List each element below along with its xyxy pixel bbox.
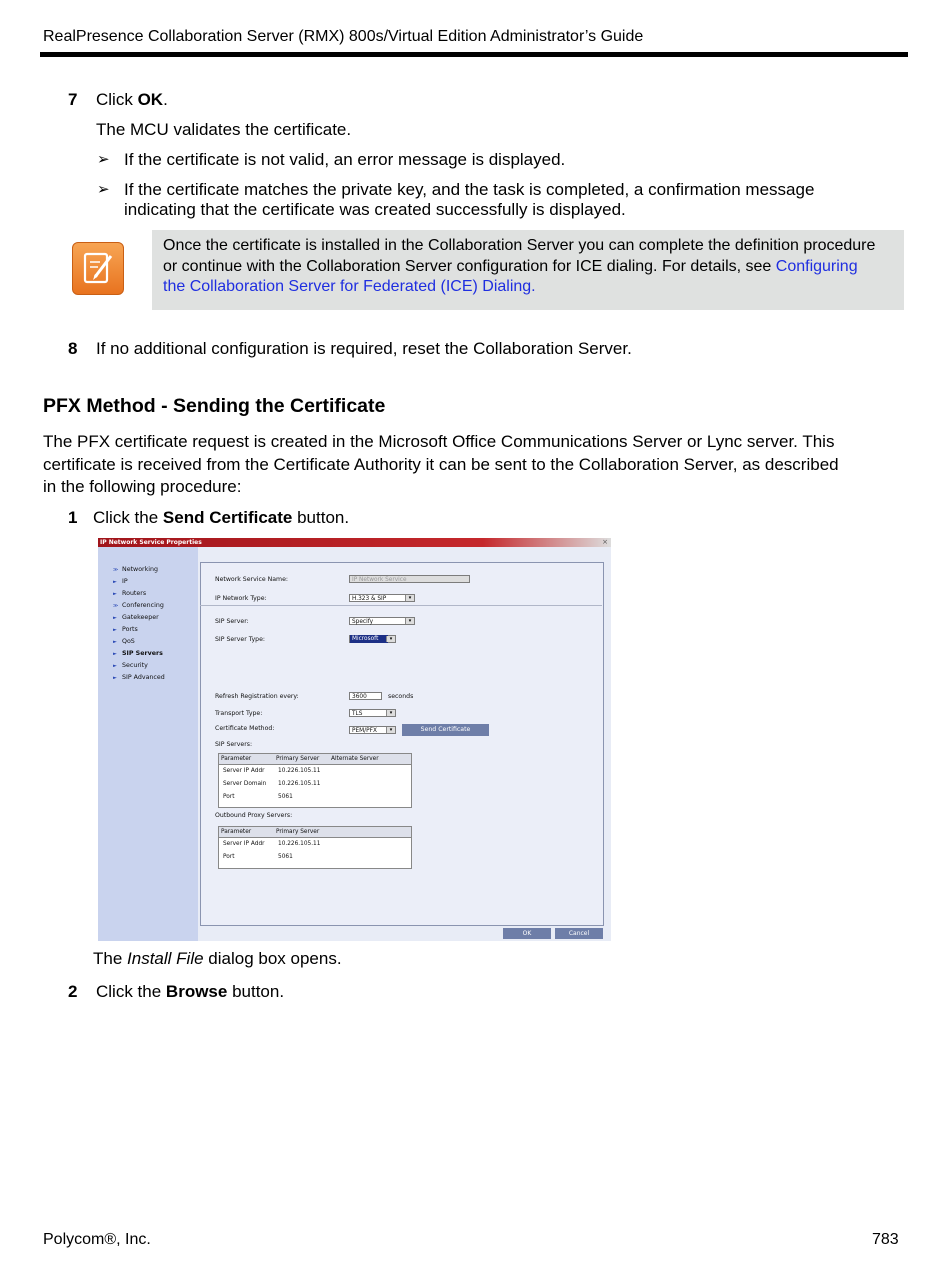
step-2-number: 2: [68, 982, 78, 1001]
sip-servers-table: [218, 753, 412, 808]
nav-item-gatekeeper[interactable]: Gatekeeper: [122, 614, 159, 621]
para-line-2: certificate is received from the Certificate Authority it can be sent to the Collaboration Server, as described: [43, 454, 839, 474]
table-cell: Port: [223, 854, 235, 860]
refresh-label: Refresh Registration every:: [215, 693, 299, 700]
outbound-label: Outbound Proxy Servers:: [215, 812, 293, 819]
sip-server-type-select[interactable]: [349, 635, 396, 643]
step-text: Click the: [96, 982, 166, 1001]
nav-item-sip-advanced[interactable]: SIP Advanced: [122, 674, 165, 681]
window-titlebar: [98, 538, 611, 547]
step-7-text: [96, 90, 168, 110]
install-file-term: Install File: [127, 949, 204, 968]
select-value: TLS: [352, 711, 363, 717]
service-name-label: Network Service Name:: [215, 576, 288, 583]
footer-company: Polycom®, Inc.: [43, 1231, 151, 1248]
select-value: Microsoft: [350, 635, 388, 643]
note-line-2-text: or continue with the Collaboration Server configuration for ICE dialing. For details, see: [163, 257, 776, 275]
step-7: [68, 90, 77, 110]
ip-network-service-screenshot: [98, 538, 611, 941]
sidebar-nav: [98, 547, 198, 941]
column-header: Alternate Server: [331, 756, 379, 762]
nav-item-networking[interactable]: Networking: [122, 566, 159, 573]
ok-keyword: OK: [137, 90, 164, 109]
cert-method-label: Certificate Method:: [215, 725, 275, 732]
bullet-2-line-1: If the certificate matches the private key, and the task is completed, a confirmation message: [124, 180, 815, 199]
chevron-icon: ≫: [113, 567, 119, 573]
running-header: RealPresence Collaboration Server (RMX) 800s/Virtual Edition Administrator’s Guide: [43, 28, 644, 45]
chevron-icon: ►: [113, 663, 117, 669]
service-name-field[interactable]: IP Network Service: [349, 575, 470, 583]
nav-item-ip[interactable]: IP: [122, 578, 128, 585]
install-file-note: [93, 949, 342, 969]
step-text-end: button.: [292, 508, 350, 527]
select-value: PEM/PFX: [352, 728, 377, 734]
chevron-icon: ►: [113, 627, 117, 633]
chevron-down-icon: ▾: [386, 710, 395, 716]
cert-method-select[interactable]: [349, 726, 396, 734]
column-header: Primary Server: [276, 829, 320, 835]
divider: [200, 605, 602, 606]
chevron-icon: ►: [113, 639, 117, 645]
para-line-3: in the following procedure:: [43, 477, 242, 496]
step-2-text: [96, 982, 284, 1002]
cancel-button[interactable]: Cancel: [555, 928, 603, 939]
send-certificate-keyword: Send Certificate: [162, 508, 293, 527]
step-7-result: The MCU validates the certificate.: [96, 120, 352, 139]
sip-server-select[interactable]: [349, 617, 415, 625]
chevron-icon: ►: [113, 591, 117, 597]
bullet-arrow-icon: ➢: [97, 151, 110, 168]
header-rule: [40, 52, 908, 57]
table-cell[interactable]: 10.226.105.11: [278, 768, 321, 774]
select-value: Specify: [352, 619, 374, 625]
chevron-icon: ►: [113, 651, 117, 657]
step-text-end: button.: [227, 982, 285, 1001]
chevron-down-icon: ▾: [405, 618, 414, 624]
bullet-2-line-2: indicating that the certificate was created successfully is displayed.: [124, 200, 626, 219]
note-period: .: [531, 278, 536, 295]
note-line-3: [163, 277, 898, 298]
transport-select[interactable]: [349, 709, 396, 717]
nav-item-conferencing[interactable]: Conferencing: [122, 602, 164, 609]
note-pencil-icon: [72, 242, 124, 295]
note-line-1: Once the certificate is installed in the Collaboration Server you can complete the definition procedure: [163, 237, 876, 254]
section-paragraph: [43, 431, 913, 499]
step-number: 7: [68, 90, 78, 109]
chevron-down-icon: ▾: [405, 595, 414, 601]
note-text: [163, 236, 898, 298]
column-header: Parameter: [221, 829, 252, 835]
chevron-icon: ►: [113, 675, 117, 681]
column-header: Primary Server: [276, 756, 320, 762]
network-type-select[interactable]: [349, 594, 415, 602]
sip-servers-label: SIP Servers:: [215, 741, 253, 748]
nav-item-qos[interactable]: QoS: [122, 638, 135, 645]
page-number: 783: [872, 1231, 899, 1248]
step-8-number: 8: [68, 339, 78, 358]
refresh-input[interactable]: 3600: [349, 692, 382, 700]
nav-item-security[interactable]: Security: [122, 662, 148, 669]
window-title: IP Network Service Properties: [100, 539, 202, 546]
note-text-end: dialog box opens.: [203, 949, 342, 968]
nav-item-ports[interactable]: Ports: [122, 626, 138, 633]
ice-dialing-link-cont[interactable]: the Collaboration Server for Federated (ICE) Dialing: [163, 278, 532, 295]
step-8-text: If no additional configuration is required, reset the Collaboration Server.: [96, 339, 632, 358]
step-1-number: 1: [68, 508, 78, 527]
chevron-down-icon: ▾: [386, 727, 395, 733]
close-icon[interactable]: ×: [602, 538, 608, 546]
chevron-icon: ►: [113, 579, 117, 585]
table-cell: Server IP Addr: [223, 768, 265, 774]
table-cell: Port: [223, 794, 235, 800]
section-heading: PFX Method - Sending the Certificate: [43, 395, 386, 417]
chevron-icon: ►: [113, 615, 117, 621]
nav-item-sip-servers[interactable]: SIP Servers: [122, 650, 163, 657]
column-header: Parameter: [221, 756, 252, 762]
sip-server-type-label: SIP Server Type:: [215, 636, 266, 643]
refresh-unit: seconds: [388, 693, 414, 700]
network-type-label: IP Network Type:: [215, 595, 267, 602]
ok-button[interactable]: OK: [503, 928, 551, 939]
table-cell: Server Domain: [223, 781, 267, 787]
note-line-2: [163, 257, 898, 278]
table-cell[interactable]: 10.226.105.11: [278, 781, 321, 787]
note-text: The: [93, 949, 128, 968]
bullet-1: If the certificate is not valid, an error message is displayed.: [124, 150, 566, 169]
sip-server-label: SIP Server:: [215, 618, 249, 625]
table-cell[interactable]: 10.226.105.11: [278, 841, 321, 847]
table-cell: Server IP Addr: [223, 841, 265, 847]
nav-item-routers[interactable]: Routers: [122, 590, 147, 597]
chevron-icon: ≫: [113, 603, 119, 609]
step-1-text: [93, 508, 349, 528]
step-text-end: .: [163, 90, 168, 109]
table-cell[interactable]: 5061: [278, 854, 293, 860]
ice-dialing-link[interactable]: Configuring: [775, 257, 858, 275]
select-value: H.323 & SIP: [352, 596, 387, 602]
bullet-arrow-icon: ➢: [97, 181, 110, 198]
browse-keyword: Browse: [165, 982, 228, 1001]
para-line-1: The PFX certificate request is created in the Microsoft Office Communications Server or Lync server. This: [43, 432, 835, 451]
step-text: Click: [96, 90, 138, 109]
send-certificate-button[interactable]: Send Certificate: [402, 724, 489, 736]
outbound-proxy-table: [218, 826, 412, 869]
transport-label: Transport Type:: [215, 710, 263, 717]
table-cell[interactable]: 5061: [278, 794, 293, 800]
step-text: Click the: [93, 508, 163, 527]
chevron-down-icon: ▾: [386, 636, 395, 642]
